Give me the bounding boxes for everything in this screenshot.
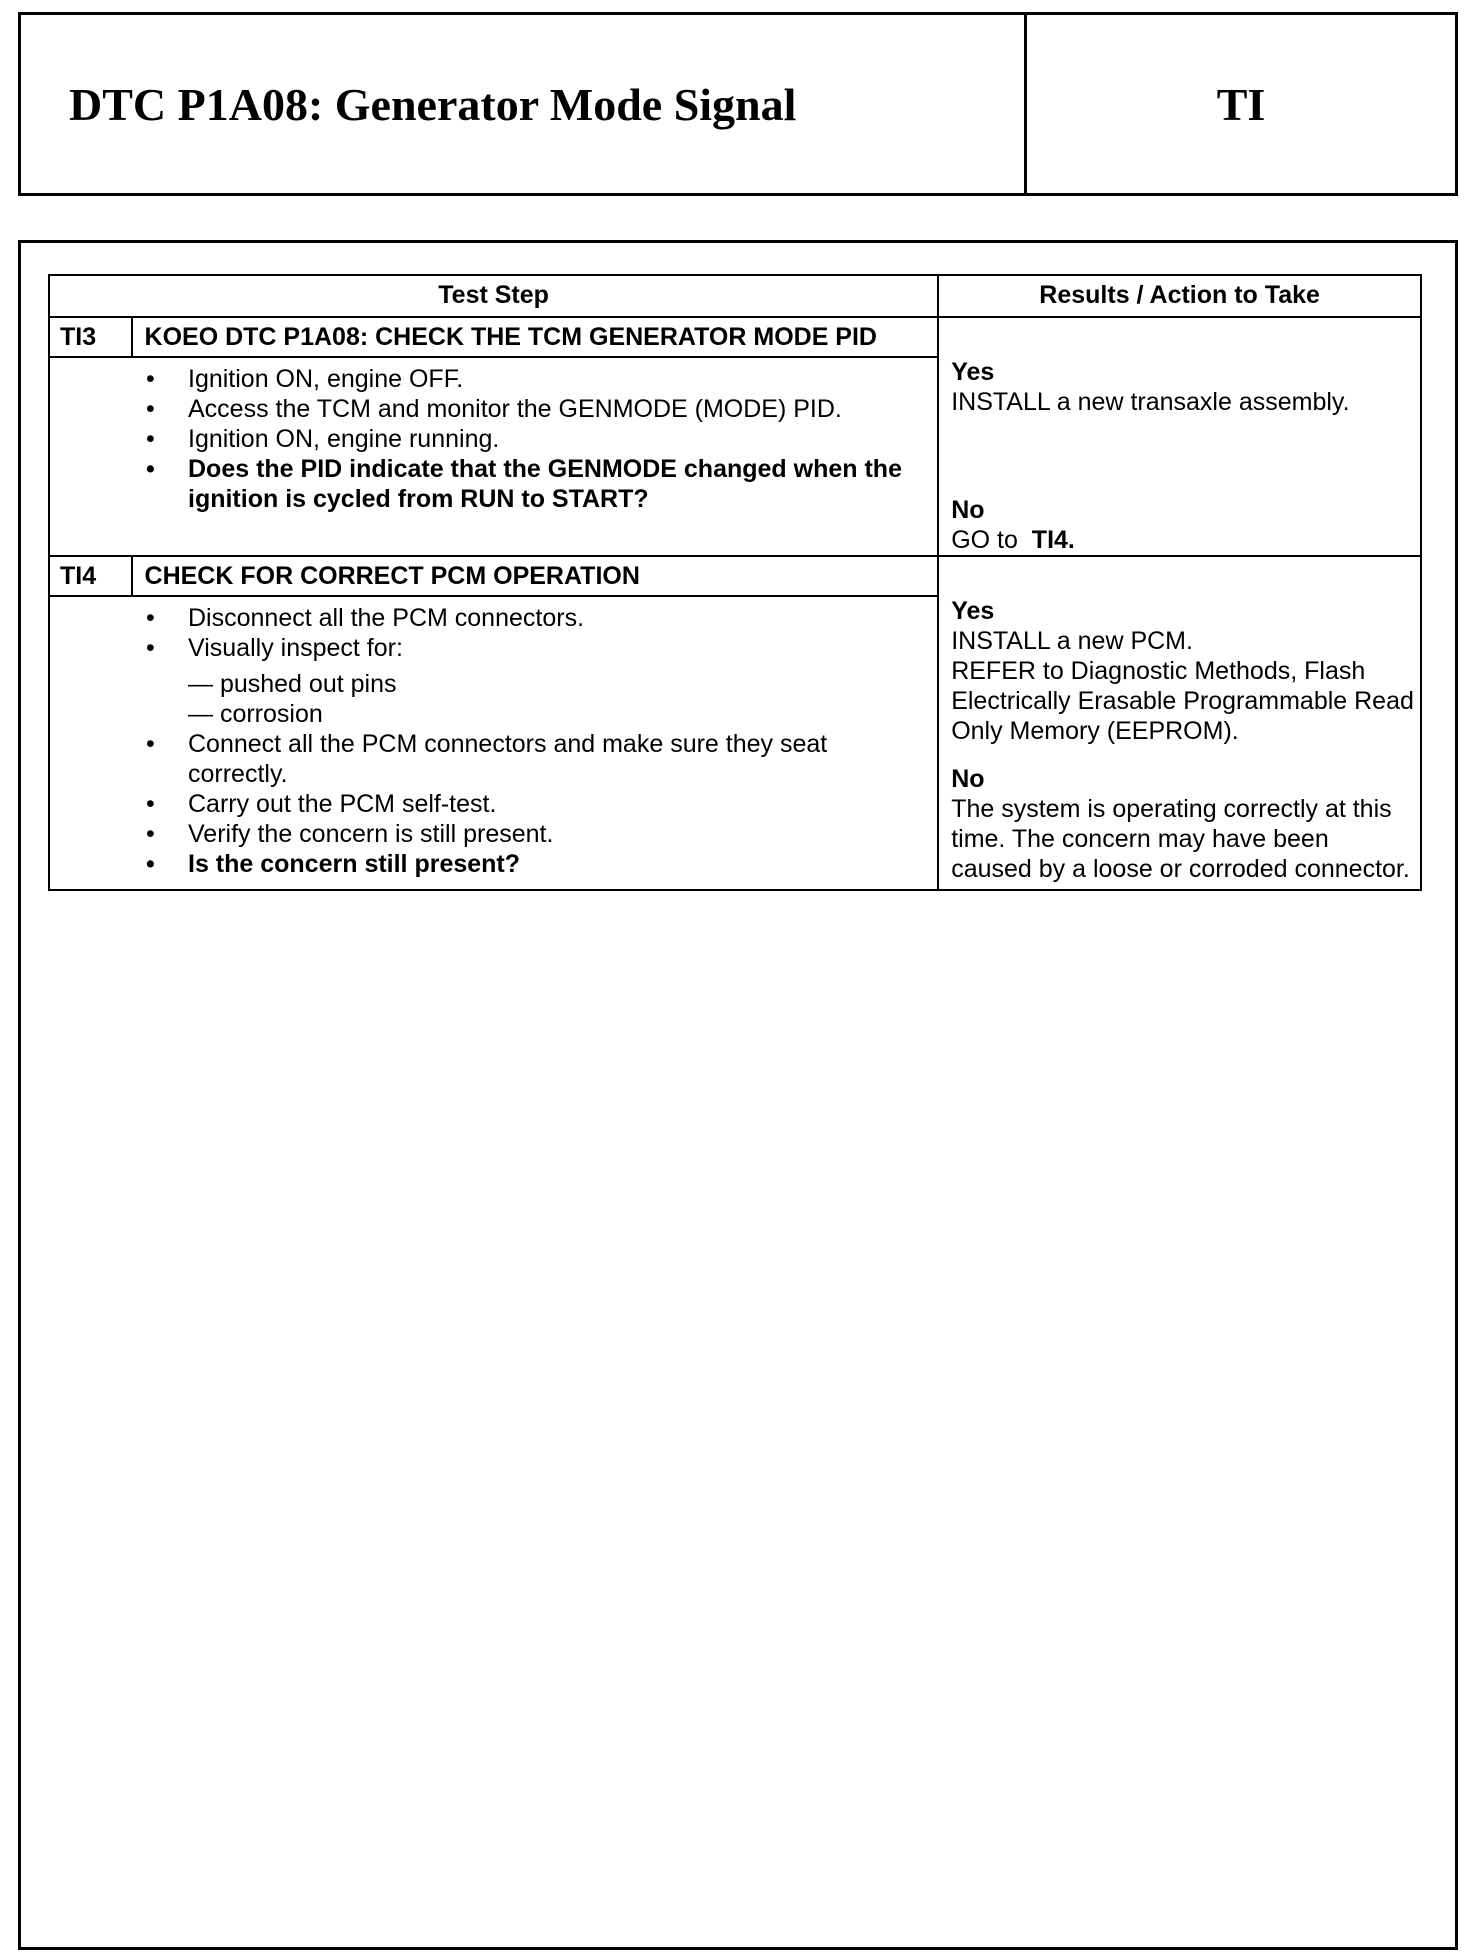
- no-action: [951, 525, 1416, 555]
- list-item: • Ignition ON, engine OFF.: [188, 364, 925, 394]
- list-item-question: • Is the concern still present?: [188, 849, 925, 879]
- no-label: No: [951, 765, 985, 793]
- yes-action: INSTALL a new transaxle assembly.: [951, 388, 1350, 416]
- results-cell: [938, 596, 1421, 890]
- column-header-test-step: Test Step: [49, 275, 938, 317]
- sub-list-item: — pushed out pins: [188, 670, 397, 698]
- list-item: • Carry out the PCM self-test.: [188, 789, 925, 819]
- table-row: [49, 357, 1421, 556]
- page-header: [18, 12, 1458, 196]
- list-item: • Connect all the PCM connectors and make sure they seat correctly.: [188, 729, 925, 789]
- no-action: The system is operating correctly at this time. The concern may have been caused by a loose or corroded connector.: [951, 795, 1410, 883]
- column-header-results: Results / Action to Take: [938, 275, 1421, 317]
- list-item: • Verify the concern is still present.: [188, 819, 925, 849]
- yes-reference: REFER to Diagnostic Methods, Flash Electrically Erasable Programmable Read Only Memory (EEPROM).: [951, 657, 1414, 745]
- step-heading: KOEO DTC P1A08: CHECK THE TCM GENERATOR MODE PID: [132, 317, 939, 357]
- step-reference: TI4.: [1031, 526, 1075, 554]
- list-item-text: Visually inspect for:: [188, 634, 403, 662]
- table-row: [49, 596, 1421, 890]
- table-row: [49, 317, 1421, 357]
- list-item: • Access the TCM and monitor the GENMODE (MODE) PID.: [188, 394, 925, 424]
- step-id: TI3: [49, 317, 132, 357]
- step-id: TI4: [49, 556, 132, 596]
- yes-label: Yes: [951, 358, 995, 386]
- no-label: No: [951, 496, 985, 524]
- yes-action: INSTALL a new PCM.: [951, 627, 1193, 655]
- yes-label: Yes: [951, 597, 995, 625]
- list-item: • Ignition ON, engine running.: [188, 424, 925, 454]
- step-bullet-list: [50, 603, 925, 879]
- sub-list-item: — corrosion: [188, 700, 323, 728]
- step-heading: CHECK FOR CORRECT PCM OPERATION: [132, 556, 939, 596]
- section-code: TI: [1216, 78, 1266, 130]
- list-item-question: • Does the PID indicate that the GENMODE changed when the ignition is cycled from RUN to START?: [188, 454, 925, 514]
- results-cell: [938, 357, 1421, 556]
- step-body: [49, 357, 938, 556]
- list-item: [188, 633, 925, 729]
- step-body: [49, 596, 938, 890]
- sub-list: [188, 669, 925, 729]
- table-row: [49, 556, 1421, 596]
- table-header-row: [49, 275, 1421, 317]
- page-title: DTC P1A08: Generator Mode Signal: [21, 15, 1027, 193]
- list-item: • Disconnect all the PCM connectors.: [188, 603, 925, 633]
- no-action-text: GO to: [951, 526, 1018, 554]
- step-bullet-list: [50, 364, 925, 514]
- test-step-table: [48, 274, 1422, 891]
